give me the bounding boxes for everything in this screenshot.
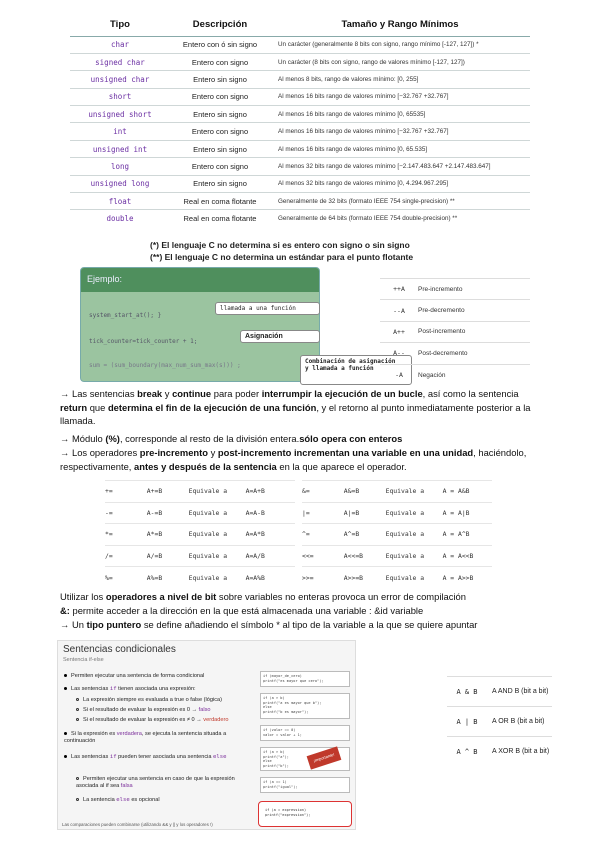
p1-text-c: y [162,388,173,399]
op-cell: Equivale a [189,481,246,503]
slide-b2b: if [109,686,117,692]
op-cell: A/=B [147,545,189,567]
slide-b4d: else [213,754,227,760]
slide-subtitle: Sentencia if-else [63,657,104,663]
op-cell: A = A^B [443,524,492,546]
inc-row [380,300,530,321]
type-range: Generalmente de 64 bits (formato IEEE 754 double-precision) ** [270,210,530,227]
op-cell: /= [105,545,147,567]
slide-sub-1 [76,697,256,704]
p3-text-a: → Los operadores [60,447,140,458]
op-cell: Equivale a [386,481,443,503]
slide-footnote: Las comparaciones pueden combinarse (utilizando && y || y los operadores !) [62,822,213,827]
type-name: unsigned int [70,140,170,157]
p1-text-e: para poder [211,388,262,399]
op-row [302,481,492,503]
inc-row [380,364,530,385]
bit-op: A ^ B [447,737,487,767]
type-name: short [70,88,170,105]
inc-op: A++ [380,321,418,342]
slide-sub-4 [76,776,256,790]
p3-pre: pre-incremento [139,447,208,458]
type-name: int [70,123,170,140]
bit-desc: A AND B (bit a bit) [487,677,552,707]
slide-b2a: Las sentencias [71,686,110,692]
type-desc: Entero sin signo [170,106,270,123]
example-code-1: system_start_at(); } [89,312,162,319]
slide-s2a: Si el resultado de evaluar la expresión es 0 → [83,707,199,713]
op-row [105,481,295,503]
op-cell: A^=B [344,524,386,546]
callout-asignacion: Asignación [240,330,320,343]
type-desc: Entero sin signo [170,140,270,157]
paragraph-incremento [60,446,540,473]
bit-desc: A XOR B (bit a bit) [487,737,552,767]
types-row [70,158,530,175]
types-row [70,123,530,140]
type-name: float [70,193,170,210]
op-cell: A+=B [147,481,189,503]
types-header-row [70,14,530,36]
slide-bullet-1 [64,673,254,680]
slide-code-5: if (a == 1) printf("igual"); [260,777,350,793]
type-name: long [70,158,170,175]
p1-break: break [137,388,163,399]
op-cell: A = A>>B [443,567,492,589]
types-row [70,36,530,53]
op-cell: A=A%B [246,567,295,589]
example-header: Ejemplo: [81,268,319,292]
inc-op: -A [380,364,418,385]
type-desc: Entero con signo [170,158,270,175]
op-cell: Equivale a [386,502,443,524]
op-cell: A>>=B [344,567,386,589]
inc-op: ++A [380,279,418,300]
paragraph-address [60,604,540,618]
types-body [70,36,530,227]
op-cell: &= [302,481,344,503]
op-cell: ^= [302,524,344,546]
header-descripcion: Descripción [170,14,270,36]
inc-op: --A [380,300,418,321]
slide-b1-text: Permiten ejecutar una sentencia de forma condicional [71,673,205,679]
op-cell: Equivale a [189,524,246,546]
p5-amp: &: [60,605,73,616]
slide-s1: La expresión siempre es evaluada a true o false (lógica) [83,697,222,703]
op-cell: Equivale a [386,545,443,567]
op-cell: Equivale a [189,545,246,567]
type-desc: Entero con signo [170,123,270,140]
paragraph-bit [60,590,540,604]
slide-bullet-2 [64,686,254,693]
type-range: Al menos 16 bits rango de valores mínimo [−32.767 +32.767] [270,123,530,140]
p3-antes: antes y después de la sentencia [134,460,277,472]
slide-sub-2 [76,707,256,714]
op-row [105,524,295,546]
type-range: Al menos 16 bits rango de valores mínimo [−32.767 +32.767] [270,88,530,105]
op-cell: Equivale a [189,567,246,589]
bit-desc: A OR B (bit a bit) [487,707,552,737]
slide-b4b: if [109,754,117,760]
type-range: Al menos 16 bits rango de valores mínimo [0, 65.535] [270,140,530,157]
type-name: unsigned long [70,175,170,192]
example-code-3: sum = (sum_boundary(max_num_sum_max(s))) ; [89,362,241,369]
types-table [70,14,530,227]
type-range: Un carácter (generalmente 8 bits con signo, rango mínimo [-127, 127]) * [270,36,530,53]
types-row [70,140,530,157]
slide-s5b: else [116,797,130,803]
compound-ops-table-left [105,480,295,588]
type-name: signed char [70,53,170,70]
p4-bit: operadores a nivel de bit [105,591,217,602]
types-row [70,53,530,70]
type-range: Un carácter (8 bits con signo, rango de valores mínimo [-127, 127]) [270,53,530,70]
p1-text-i: que [87,401,108,413]
slide-b3a: Si la expresión es [71,731,117,737]
slide-sub-3 [76,717,256,724]
op-cell: A = A&B [443,481,492,503]
type-desc: Entero sin signo [170,175,270,192]
note-signo: (*) El lenguaje C no determina si es entero con signo o sin signo [150,240,410,250]
op-cell: >>= [302,567,344,589]
slide-warning-box [258,801,352,827]
compound-ops-table-right [302,480,492,588]
op-row [105,545,295,567]
types-row [70,88,530,105]
type-name: double [70,210,170,227]
callout-combinacion: Combinación de asignación y llamada a función [300,355,412,385]
type-range: Al menos 32 bits rango de valores mínimo [0, 4.294.967.295] [270,175,530,192]
slide-b3c: , se ejecuta la sentencia situada a continuación [64,731,227,744]
op-cell: A&=B [344,481,386,503]
slide-code-4: if (a > b) printf("a"); else printf("b"); [260,747,350,771]
example-code-2: tick_counter=tick_counter + 1; [89,338,198,345]
callout-llamada: llamada a una función [215,302,320,315]
inc-desc: Pre-incremento [418,279,530,300]
op-cell: -= [105,502,147,524]
op-cell: A=A-B [246,502,295,524]
type-desc: Entero con ó sin signo [170,36,270,53]
slide-warning-code: if (a = expression) printf("expression"); [263,806,347,822]
bitwise-table [447,676,552,767]
p2-text-c: , corresponde al resto de la división entera. [119,433,300,444]
type-desc: Real en coma flotante [170,193,270,210]
type-desc: Real en coma flotante [170,210,270,227]
p6-text-c: se define añadiendo el símbolo * al tipo de la variable a la que se quiere apuntar [141,619,478,630]
op-cell: += [105,481,147,503]
inc-desc: Pre-decremento [418,300,530,321]
p4-text-c: sobre variables no enteras provoca un error de compilación [216,591,466,602]
type-desc: Entero con signo [170,53,270,70]
op-cell: Equivale a [386,567,443,589]
slide-sentencias-condicionales [57,640,356,830]
op-cell: Equivale a [386,524,443,546]
p2-mod: (%) [105,433,120,444]
increment-table [380,278,530,385]
p2-enteros: sólo opera con enteros [299,433,403,444]
op-cell: A = A|B [443,502,492,524]
op-cell: A|=B [344,502,386,524]
example-box [80,267,320,382]
slide-b4c: pueden tener asociada una sentencia [116,754,214,760]
type-range: Al menos 16 bits rango de valores mínimo [0, 65535] [270,106,530,123]
slide-s5c: es opcional [129,797,160,803]
op-row [105,502,295,524]
slide-s4b: falsa [120,783,133,789]
op-cell: A = A<<B [443,545,492,567]
types-row [70,175,530,192]
type-range: Generalmente de 32 bits (formato IEEE 754 single-precision) ** [270,193,530,210]
bit-row [447,737,552,767]
types-row [70,210,530,227]
header-tipo: Tipo [70,14,170,36]
op-row [302,524,492,546]
inc-row [380,279,530,300]
op-cell: A*=B [147,524,189,546]
op-cell: Equivale a [189,502,246,524]
p4-text-a: Utilizar los [60,591,106,602]
op-cell: *= [105,524,147,546]
p3-text-c: y [207,447,218,458]
type-name: char [70,36,170,53]
p6-text-a: → Un [60,619,87,630]
op-cell: A=A*B [246,524,295,546]
op-cell: <<= [302,545,344,567]
slide-title: Sentencias condicionales [63,644,176,655]
paragraph-modulo [60,432,540,446]
p5-text: permite acceder a la dirección en la que está almacenada una variable : &id variable [72,605,424,616]
slide-sub-5 [76,797,256,804]
type-desc: Entero sin signo [170,71,270,88]
paragraph-puntero [60,618,540,632]
p2-text-a: → Módulo [60,433,106,444]
type-name: unsigned short [70,106,170,123]
inc-desc: Negación [418,364,530,385]
note-flotante: (**) El lenguaje C no determina un estándar para el punto flotante [150,252,414,262]
bit-row [447,677,552,707]
inc-row [380,343,530,364]
op-row [302,545,492,567]
slide-code-1: if (mayor_de_cero) printf("es mayor que cero"); [260,671,350,687]
types-row [70,106,530,123]
p1-text-g: , así como la sentencia [422,388,519,399]
slide-b2c: tienen asociada una expresión: [116,686,196,692]
slide-s3b: verdadero [203,717,229,723]
inc-desc: Post-decremento [418,343,530,364]
op-cell: A%=B [147,567,189,589]
p1-return: return [60,401,88,413]
p1-text-a: → Las sentencias [60,388,138,399]
p1-continue: continue [172,388,212,399]
inc-op: A-- [380,343,418,364]
op-row [302,567,492,589]
p1-interrumpir: interrumpir la ejecución de un bucle [261,388,423,399]
op-cell: A<<=B [344,545,386,567]
slide-s3a: Si el resultado de evaluar la expresión es ≠ 0 → [83,717,204,723]
op-cell: %= [105,567,147,589]
inc-row [380,321,530,342]
slide-s2b: falso [198,707,211,713]
inc-desc: Post-incremento [418,321,530,342]
op-row [105,567,295,589]
warning-stamp: ¡Importante! [307,746,342,769]
type-name: unsigned char [70,71,170,88]
slide-b3b: verdadera [116,731,142,737]
slide-b4a: Las sentencias [71,754,110,760]
slide-code-2: if (a > b) printf("a es mayor que b"); else printf("b es mayor"); [260,693,350,719]
bit-row [447,707,552,737]
p1-text-k: , y el retorno al punto inmediatamente posterior a la llamada. [60,401,531,426]
p6-puntero: tipo puntero [86,619,142,630]
op-cell: |= [302,502,344,524]
types-row [70,71,530,88]
bit-op: A & B [447,677,487,707]
paragraph-break-continue [60,387,540,428]
p3-text-e: , haciéndolo, respectivamente, [60,447,527,472]
types-row [70,193,530,210]
slide-code-3: if (valor == 0) valor = valor + 1; [260,725,350,741]
type-range: Al menos 8 bits, rango de valores mínimo: [0, 255] [270,71,530,88]
op-cell: A=A/B [246,545,295,567]
bit-op: A | B [447,707,487,737]
slide-s4a: Permiten ejecutar una sentencia en caso de que la expresión asociada al if sea [76,776,235,789]
op-row [302,502,492,524]
header-rango: Tamaño y Rango Mínimos [270,14,530,36]
p1-determina: determina el fin de la ejecución de una función [107,401,317,413]
op-cell: A=A+B [246,481,295,503]
slide-bullet-3 [64,731,254,745]
op-cell: A-=B [147,502,189,524]
type-range: Al menos 32 bits rango de valores mínimo [−2.147.483.647 +2.147.483.647] [270,158,530,175]
type-desc: Entero con signo [170,88,270,105]
slide-bullet-4 [64,754,254,761]
p3-text-g: en la que aparece el operador. [276,460,407,472]
p3-post: post-incremento incrementan una variable en una unidad [217,447,474,458]
slide-s5a: La sentencia [83,797,117,803]
